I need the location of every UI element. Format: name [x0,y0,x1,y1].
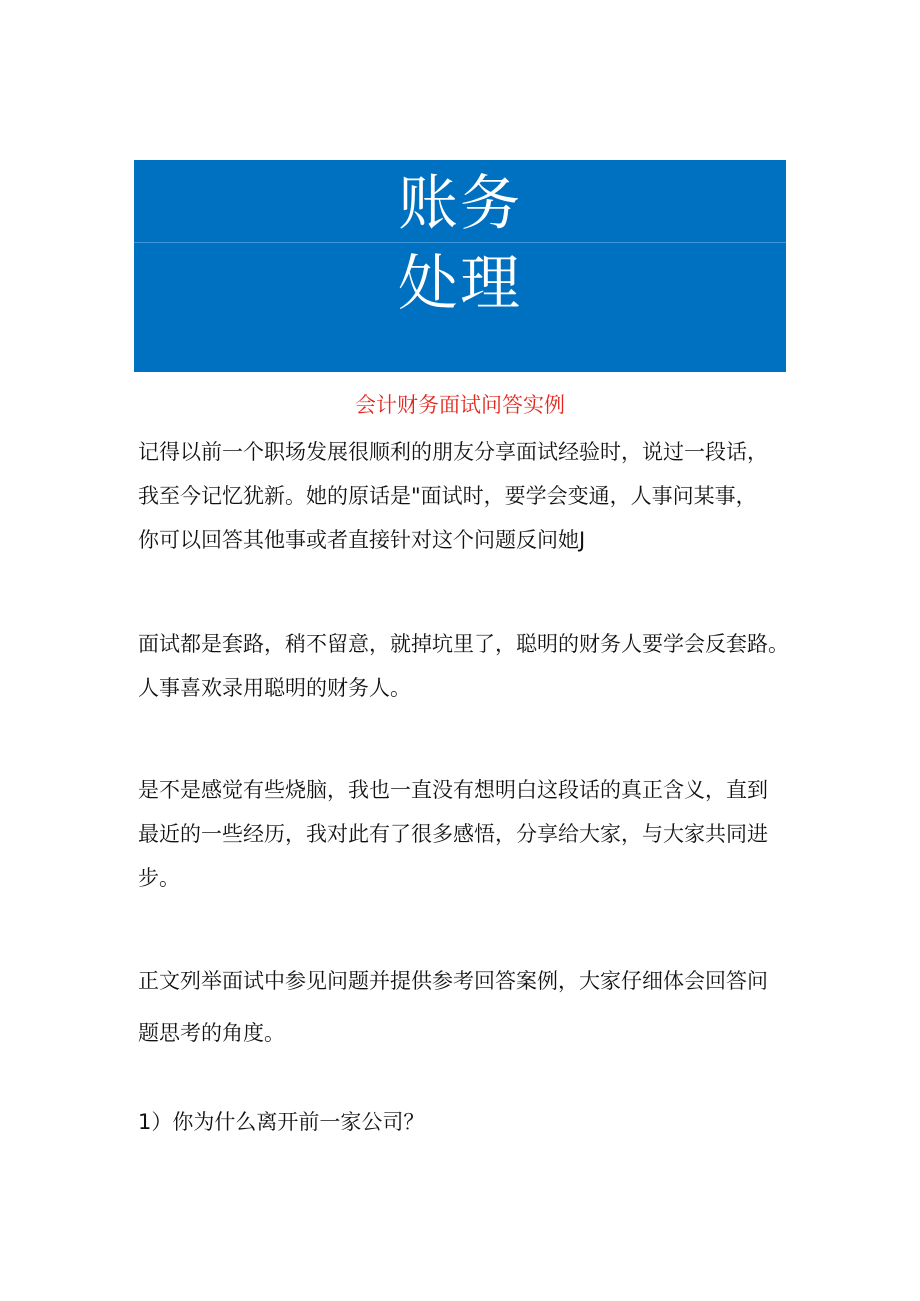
paragraph-routine [138,622,798,710]
paragraph-line: 是不是感觉有些烧脑，我也一直没有想明白这段话的真正含义，直到 [138,778,768,802]
paragraph-line: 记得以前一个职场发展很顺利的朋友分享面试经验时，说过一段话， [138,440,768,464]
paragraph-overview [138,955,798,1059]
paragraph-line: 正文列举面试中参见问题并提供参考回答案例，大家仔细体会回答问 [138,969,768,993]
paragraph-line: 人事喜欢录用聪明的财务人。 [138,676,411,700]
title-banner [134,160,786,372]
banner-divider [134,242,786,243]
paragraph-line: 面试都是套路，稍不留意，就掉坑里了，聪明的财务人要学会反套路。 [138,632,789,656]
paragraph-intro [138,430,798,562]
question-heading-1: 1）你为什么离开前一家公司？ [138,1110,425,1134]
paragraph-line: 题思考的角度。 [138,1021,285,1045]
paragraph-line: 我至今记忆犹新。她的原话是"面试时，要学会变通，人事问某事， [138,484,757,508]
banner-title-line-2: 处理 [398,249,522,319]
paragraph-line: 你可以回答其他事或者直接针对这个问题反问她J [138,528,586,552]
paragraph-line: 步。 [138,866,180,890]
document-subtitle: 会计财务面试问答实例 [355,393,565,417]
paragraph-reflection [138,768,798,900]
paragraph-line: 最近的一些经历，我对此有了很多感悟，分享给大家，与大家共同进 [138,822,768,846]
banner-title-line-1: 账务 [398,169,522,239]
